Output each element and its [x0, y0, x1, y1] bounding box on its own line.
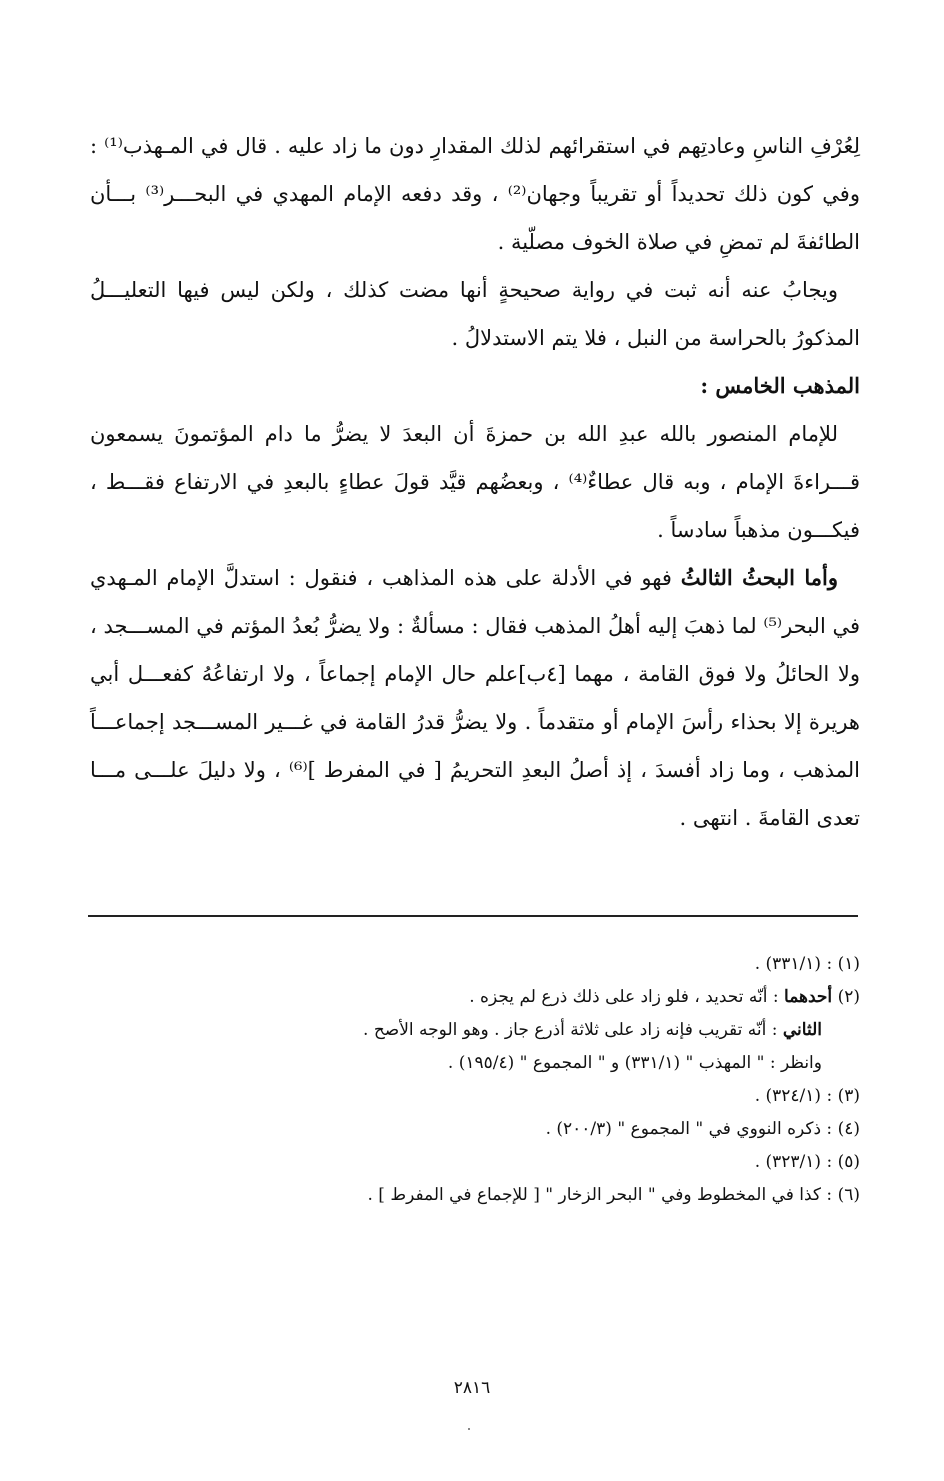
footnote-text: : كذا في المخطوط وفي " البحر الزخار " [ للإجماع في المفرط ] .	[367, 1185, 833, 1205]
paragraph-2: ويجابُ عنه أنه ثبت في رواية صحيحةٍ أنها مضت كذلك ، ولكن ليس فيها التعليـــلُ المذكورُ بالحراسة من النبل ، فلا يتم الاستدلالُ .	[90, 278, 860, 350]
footnote-text: : (٣٣١/١) .	[754, 954, 833, 974]
footnote-3	[230, 1080, 860, 1113]
footnote-separator	[88, 915, 858, 917]
footnote-text: : أنّه تحديد ، فلو زاد على ذلك ذرع لم يجزه .	[469, 987, 779, 1007]
footnote-number: (١)	[837, 954, 860, 974]
footnote-2-reference	[230, 1047, 860, 1080]
paragraph-4-lead: وأما البحثُ الثالثُ	[680, 565, 838, 590]
footnotes	[230, 948, 860, 1212]
section-heading: المذهب الخامس :	[700, 373, 860, 398]
paragraph-4-body: فهو في الأدلة على هذه المذاهب ، فنقول : استدلَّ الإمام المـهدي في البحر⁽⁵⁾ لما ذهبَ إليه أهلُ المذهب فقال : مسألةٌ : ولا يضرُّ بُعدُ المؤتم في المســـجد ، ولا الحائلُ ولا فوق القامة ، مهما [٤ب]علم حال الإمام إجماعاً ، ولا ارتفاعُهُ كفعـــل أبي هريرة إلا بحذاء رأسَ الإمام أو متقدماً . ولا يضرُّ قدرُ القامة في غـــير المســـجد إجماعـــاً المذهب ، وما زاد أفسدَ ، إذ أصلُ البعدِ التحريمُ [ في المفرط ]⁽⁶⁾ ، ولا دليلَ علـــى مـــا تعدى القامةَ . انتهى .	[90, 566, 861, 830]
footnote-text: : أنّه تقريب فإنه زاد على ثلاثة أذرع جاز . وهو الوجه الأصح .	[363, 1020, 778, 1040]
footnote-text: : ذكره النووي في " المجموع " (٢٠٠/٣) .	[545, 1119, 833, 1139]
footnote-4	[230, 1113, 860, 1146]
footnote-number: (٤)	[837, 1119, 860, 1139]
footnote-2	[230, 981, 860, 1014]
paragraph-4	[90, 554, 860, 842]
footnote-text: وانظر : " المهذب " (٣٣١/١) و " المجموع " (١٩٥/٤) .	[447, 1053, 822, 1073]
footnote-text: : (٣٢٤/١) .	[754, 1086, 833, 1106]
main-text	[90, 122, 860, 842]
footnote-6	[230, 1179, 860, 1212]
footnote-1	[230, 948, 860, 981]
footnote-number: (٢)	[837, 987, 860, 1007]
footnote-number: (٦)	[837, 1185, 860, 1205]
scan-speck	[468, 1428, 470, 1430]
paragraph-1: لِعُرْفِ الناسِ وعادتِهم في استقرائهم لذلك المقدارِ دون ما زاد عليه . قال في المـهذب⁽¹⁾ : وفي كون ذلك تحديداً أو تقريباً وجهان⁽²⁾ ، وقد دفعه الإمام المهدي في البحـــر⁽³⁾ بـــأن الطائفةَ لم تمضِ في صلاة الخوف مصلّية .	[90, 134, 860, 254]
footnote-5	[230, 1146, 860, 1179]
footnote-term: أحدهما	[784, 987, 833, 1007]
footnote-number: (٥)	[837, 1152, 860, 1172]
footnote-number: (٣)	[837, 1086, 860, 1106]
footnote-text: : (٣٢٣/١) .	[754, 1152, 833, 1172]
footnote-term: الثاني	[782, 1020, 822, 1040]
footnote-2-continued	[230, 1014, 860, 1047]
page-number: ٢٨١٦	[453, 1378, 491, 1398]
paragraph-3: للإمام المنصور بالله عبدِ الله بن حمزةَ أن البعدَ لا يضرُّ ما دام المؤتمونَ يسمعون قـــراءةَ الإمام ، وبه قال عطاءٌ⁽⁴⁾ ، وبعضُهم قيَّد قولَ عطاءٍ بالبعدِ في الارتفاع فقـــط ، فيكـــون مذهباً سادساً .	[90, 422, 860, 542]
